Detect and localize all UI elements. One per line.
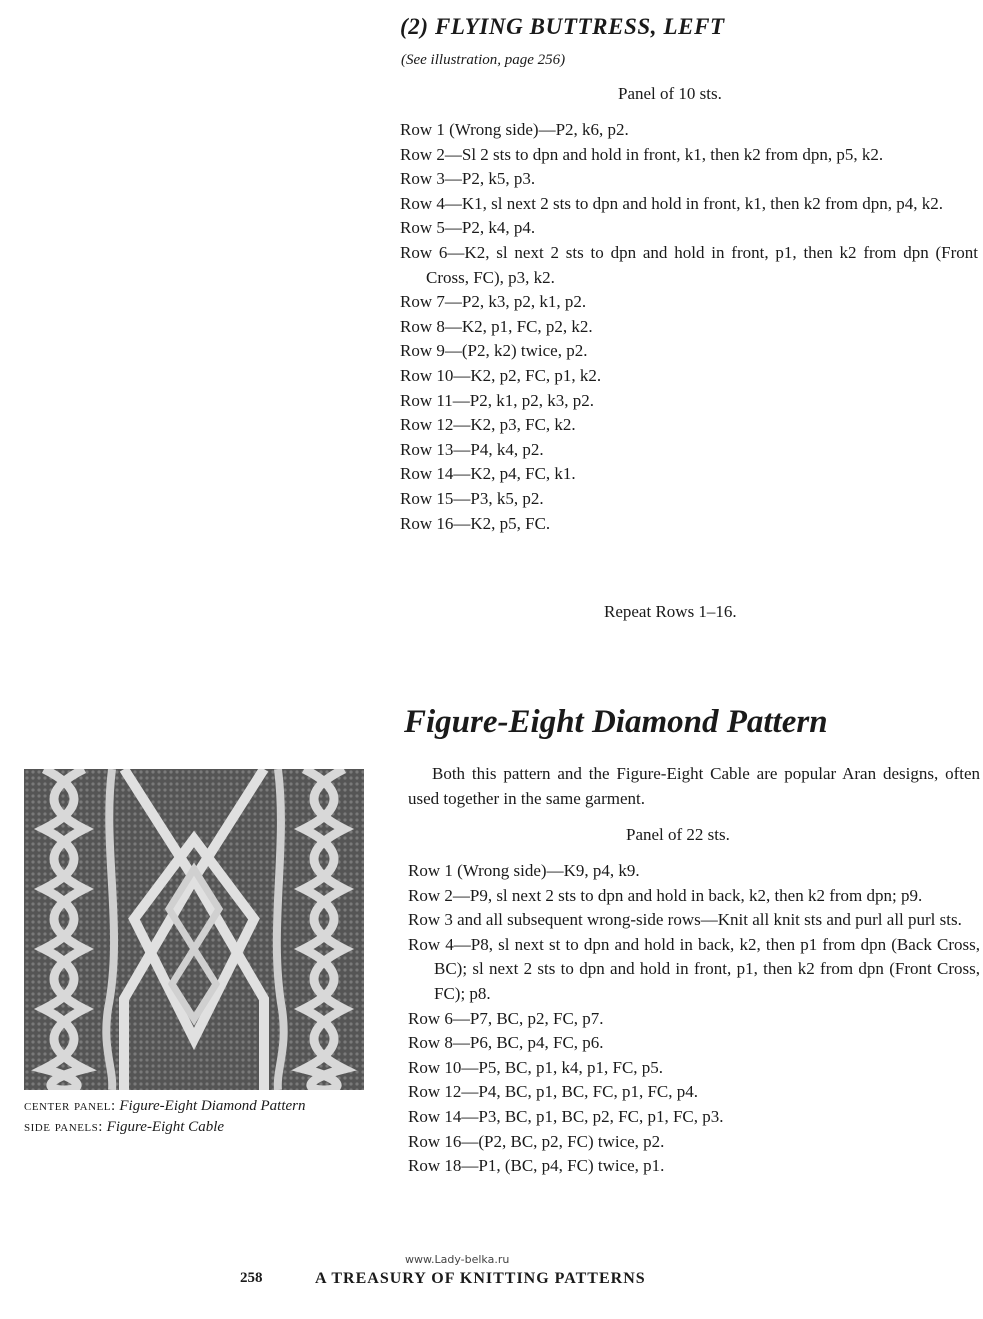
repeat-instruction: Repeat Rows 1–16. (604, 602, 737, 621)
knitted-swatch-photo (24, 769, 364, 1090)
pattern-row: Row 4—P8, sl next st to dpn and hold in back, k2, then p1 from dpn (Back Cross, BC); sl next 2 sts to dpn and hold in front, p1, then k2 from dpn (Front Cross, FC); p8. (408, 934, 980, 1003)
pattern-row: Row 12—K2, p3, FC, k2. (400, 415, 576, 435)
pattern-row: Row 18—P1, (BC, p4, FC) twice, p1. (408, 1156, 665, 1176)
pattern-row: Row 10—K2, p2, FC, p1, k2. (400, 365, 602, 385)
pattern-row: Row 16—K2, p5, FC. (400, 513, 551, 533)
panel-size-flying-buttress: Panel of 10 sts. (618, 84, 722, 103)
caption-center-line (24, 1096, 305, 1117)
pattern-row: Row 2—P9, sl next 2 sts to dpn and hold in back, k2, then k2 from dpn; p9. (408, 885, 923, 905)
caption-center-label: center panel: (24, 1098, 116, 1114)
caption-side-line (24, 1117, 305, 1138)
page-number: 258 (240, 1270, 263, 1286)
caption-center-value: Figure-Eight Diamond Pattern (119, 1098, 306, 1114)
pattern-row: Row 1 (Wrong side)—K9, p4, k9. (408, 861, 640, 880)
watermark-url: www.Lady-belka.ru (405, 1253, 510, 1266)
pattern-row: Row 8—K2, p1, FC, p2, k2. (400, 316, 593, 336)
pattern-row: Row 14—K2, p4, FC, k1. (400, 464, 576, 484)
pattern-row: Row 3—P2, k5, p3. (400, 169, 536, 189)
panel-size-figure-eight: Panel of 22 sts. (626, 825, 730, 844)
pattern-row: Row 3 and all subsequent wrong-side rows—Knit all knit sts and purl all purl sts. (408, 910, 962, 930)
caption-side-label: side panels: (24, 1119, 103, 1135)
pattern-row: Row 4—K1, sl next 2 sts to dpn and hold in front, k1, then k2 from dpn, p4, k2. (400, 193, 944, 213)
pattern-row: Row 6—K2, sl next 2 sts to dpn and hold in front, p1, then k2 from dpn (Front Cross, FC), p3, k2. (400, 242, 978, 287)
pattern-row: Row 11—P2, k1, p2, k3, p2. (400, 390, 594, 410)
pattern-row: Row 10—P5, BC, p1, k4, p1, FC, p5. (408, 1057, 664, 1077)
pattern-row: Row 13—P4, k4, p2. (400, 439, 544, 459)
caption-side-value: Figure-Eight Cable (106, 1119, 225, 1135)
pattern-row: Row 14—P3, BC, p1, BC, p2, FC, p1, FC, p3. (408, 1106, 724, 1126)
section-title-flying-buttress: (2) FLYING BUTTRESS, LEFT (400, 14, 725, 39)
photo-caption (24, 1096, 305, 1138)
pattern-row: Row 16—(P2, BC, p2, FC) twice, p2. (408, 1131, 665, 1151)
pattern-intro-paragraph: Both this pattern and the Figure-Eight Cable are popular Aran designs, often used together in the same garment. (408, 764, 980, 808)
pattern-row: Row 2—Sl 2 sts to dpn and hold in front, k1, then k2 from dpn, p5, k2. (400, 144, 884, 164)
section-title-figure-eight-diamond: Figure-Eight Diamond Pattern (404, 704, 828, 740)
pattern-row: Row 8—P6, BC, p4, FC, p6. (408, 1033, 604, 1053)
pattern-row: Row 5—P2, k4, p4. (400, 218, 536, 238)
pattern-row: Row 12—P4, BC, p1, BC, FC, p1, FC, p4. (408, 1082, 699, 1102)
pattern-row: Row 7—P2, k3, p2, k1, p2. (400, 292, 587, 312)
pattern-row: Row 1 (Wrong side)—P2, k6, p2. (400, 120, 629, 139)
see-illustration-note: (See illustration, page 256) (401, 52, 566, 68)
book-title: A TREASURY OF KNITTING PATTERNS (315, 1270, 646, 1287)
figure-eight-row-list (408, 859, 980, 1179)
pattern-row: Row 6—P7, BC, p2, FC, p7. (408, 1008, 604, 1028)
pattern-row: Row 9—(P2, k2) twice, p2. (400, 341, 588, 361)
pattern-row: Row 15—P3, k5, p2. (400, 488, 544, 508)
flying-buttress-row-list (400, 118, 978, 536)
